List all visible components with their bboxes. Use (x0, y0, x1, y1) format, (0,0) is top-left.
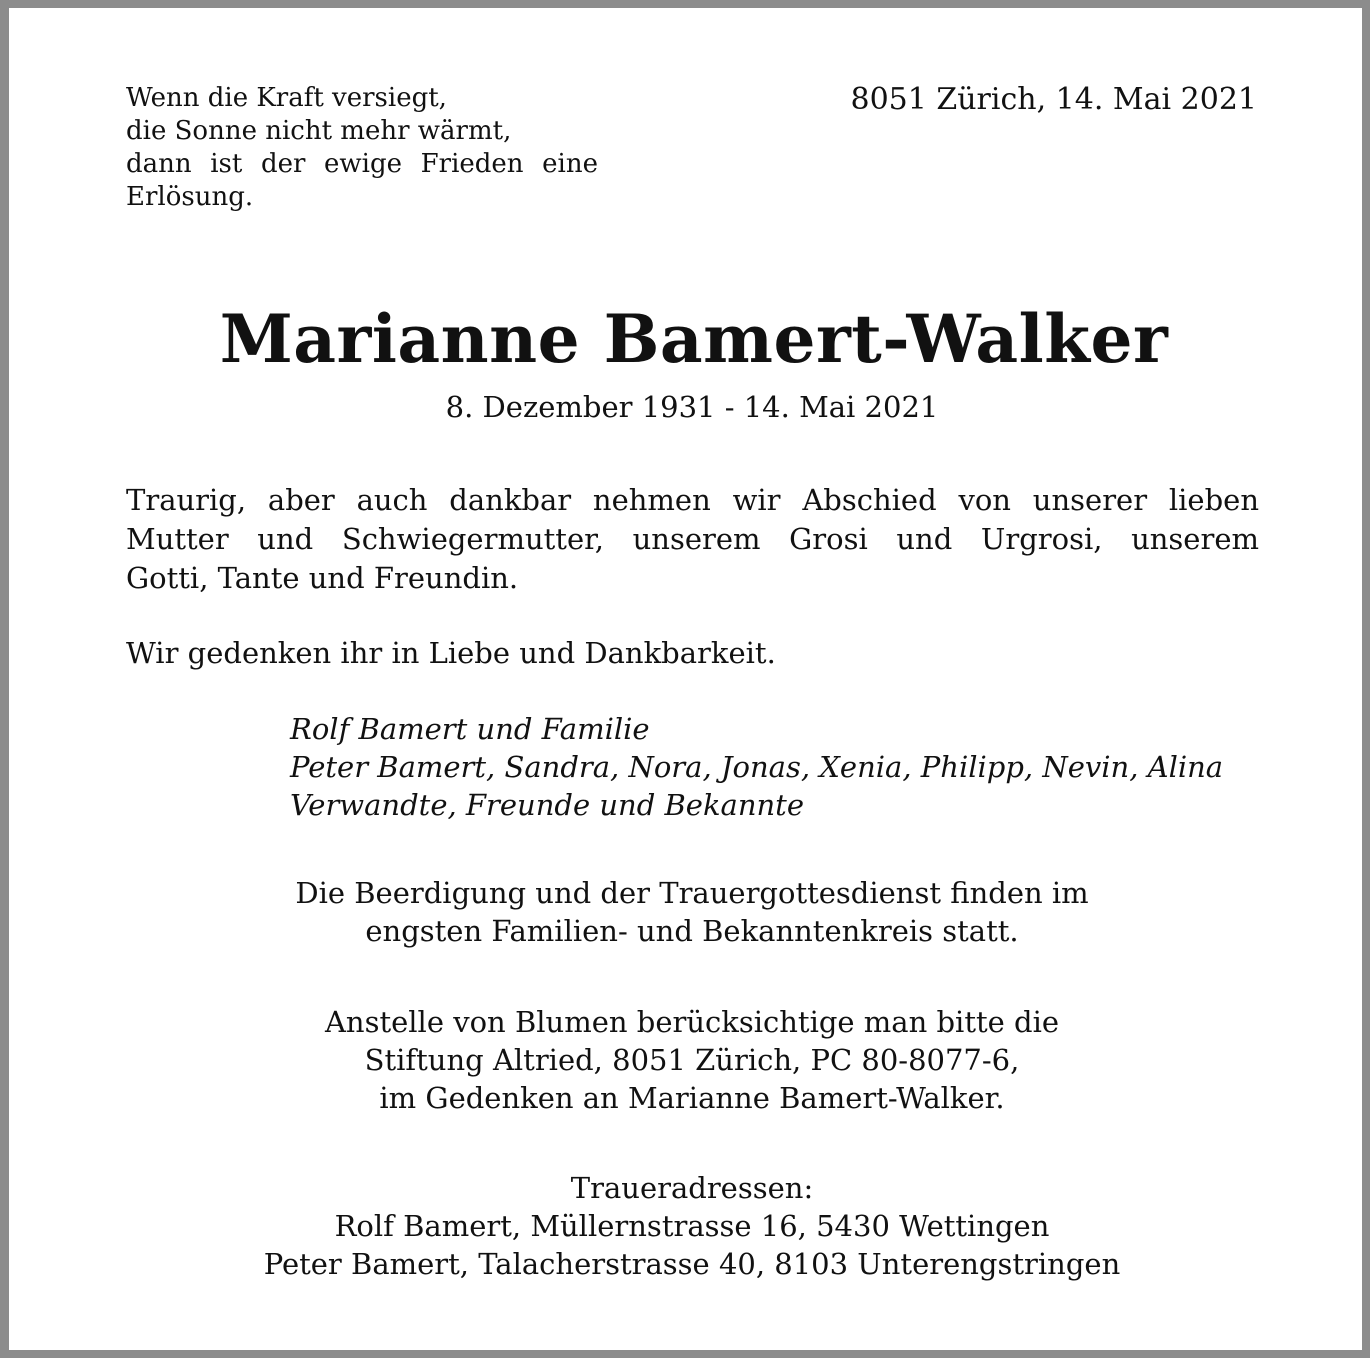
mourning-addresses (9, 1169, 1370, 1283)
place-and-date: 8051 Zürich, 14. Mai 2021 (850, 82, 1257, 117)
deceased-name: Marianne Bamert-Walker (219, 300, 1169, 378)
mourning-text (126, 481, 1259, 598)
poem-line: die Sonne nicht mehr wärmt, (126, 116, 512, 146)
poem-line: Erlösung. (126, 182, 254, 212)
poem-line: dann ist der ewige Frieden eine (126, 149, 598, 179)
mourning-text-line: Traurig, aber auch dankbar nehmen wir Abschied von unserer lieben (126, 483, 1259, 517)
funeral-notice-line: Die Beerdigung und der Trauergottesdienst finden im (295, 876, 1089, 910)
remembrance-text: Wir gedenken ihr in Liebe und Dankbarkeit. (126, 636, 776, 670)
signer-line: Peter Bamert, Sandra, Nora, Jonas, Xenia, Philipp, Nevin, Alina (290, 750, 1224, 784)
signer-line: Rolf Bamert und Familie (290, 712, 650, 746)
donation-notice (9, 1003, 1370, 1117)
donation-notice-line: Anstelle von Blumen berücksichtige man bitte die (324, 1005, 1060, 1039)
lifespan-dates: 8. Dezember 1931 - 14. Mai 2021 (445, 390, 939, 424)
poem (126, 82, 598, 214)
funeral-notice (9, 874, 1370, 950)
mourning-address-entry: Rolf Bamert, Müllernstrasse 16, 5430 Wettingen (334, 1209, 1050, 1243)
signers (290, 710, 1223, 824)
donation-notice-line: im Gedenken an Marianne Bamert-Walker. (379, 1081, 1005, 1115)
mourning-text-line: Mutter und Schwiegermutter, unserem Grosi und Urgrosi, unserem (126, 522, 1259, 556)
funeral-notice-line: engsten Familien- und Bekanntenkreis statt. (365, 914, 1019, 948)
donation-notice-line: Stiftung Altried, 8051 Zürich, PC 80-8077-6, (364, 1043, 1020, 1077)
signer-line: Verwandte, Freunde und Bekannte (290, 788, 804, 822)
poem-line: Wenn die Kraft versiegt, (126, 83, 447, 113)
mourning-address-entry: Peter Bamert, Talacherstrasse 40, 8103 Unterengstringen (263, 1247, 1121, 1281)
mourning-addresses-heading: Traueradressen: (570, 1171, 814, 1205)
mourning-text-line: Gotti, Tante und Freundin. (126, 561, 519, 595)
